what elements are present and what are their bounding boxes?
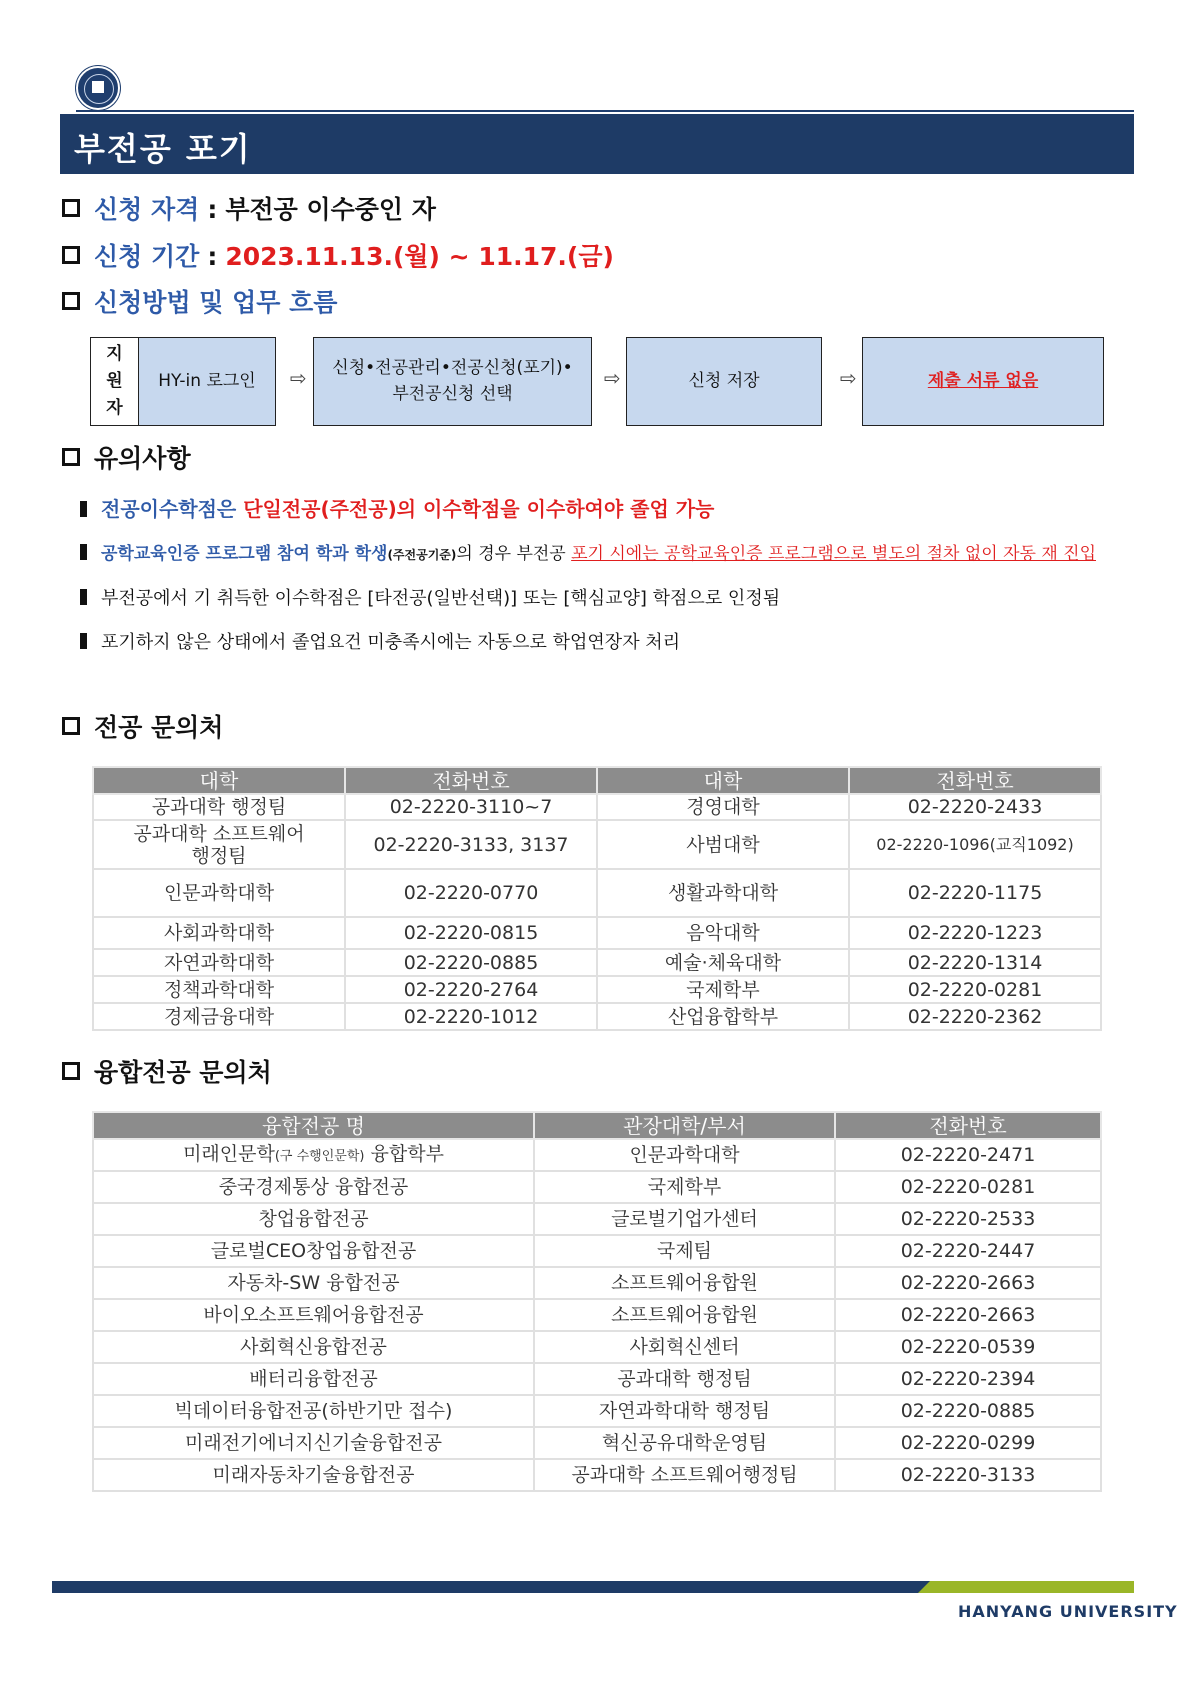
table-cell: 음악대학 (597, 917, 849, 949)
major-contacts-heading-text: 전공 문의처 (94, 713, 224, 742)
table-cell: 02-2220-2764 (345, 976, 597, 1003)
table-cell: 02-2220-1223 (849, 917, 1101, 949)
table-cell: 국제학부 (534, 1171, 835, 1203)
note-item (80, 628, 680, 654)
flow-arrow-icon: ⇨ (840, 366, 857, 390)
checkbox-bullet-icon (62, 717, 80, 735)
note-text-emphasis: 공학교육인증 프로그램 참여 학과 학생 (101, 544, 388, 564)
checkbox-bullet-icon (62, 199, 80, 217)
note-item (80, 493, 714, 522)
table-cell (93, 1139, 534, 1171)
table-cell: 인문과학대학 (534, 1139, 835, 1171)
table-cell: 국제팀 (534, 1235, 835, 1267)
table-row (93, 820, 1101, 869)
table-cell: 02-2220-1175 (849, 869, 1101, 917)
flow-step-save: 신청 저장 (626, 337, 822, 426)
column-header: 대학 (597, 767, 849, 794)
column-header: 전화번호 (849, 767, 1101, 794)
table-cell: 정책과학대학 (93, 976, 345, 1003)
cell-text-small: (구 수행인문학) (274, 1148, 365, 1164)
convergence-contacts-table (92, 1111, 1102, 1492)
table-cell: 공과대학 소프트웨어 행정팀 (93, 820, 345, 869)
flow-arrow-icon: ⇨ (604, 366, 621, 390)
university-seal-logo (76, 66, 120, 110)
bullet-bar-icon (80, 501, 87, 517)
flow-applicant-box (90, 337, 276, 426)
notes-heading (62, 439, 191, 475)
table-row (93, 1003, 1101, 1030)
flow-step-no-documents-text: 제출 서류 없음 (927, 371, 1039, 391)
cell-text: 미래인문학 (183, 1142, 275, 1165)
table-cell: 자연과학대학 (93, 949, 345, 976)
flow-step-no-documents (862, 337, 1104, 426)
table-cell: 소프트웨어융합원 (534, 1299, 835, 1331)
title-banner (60, 114, 1134, 174)
flow-arrow-icon: ⇨ (290, 366, 307, 390)
flow-step-select (313, 337, 592, 426)
note-text: 부전공에서 기 취득한 이수학점은 [타전공(일반선택)] 또는 [핵심교양] 학점으로 인정됨 (101, 588, 781, 609)
major-contacts-table (92, 766, 1102, 1031)
table-cell: 공과대학 행정팀 (534, 1363, 835, 1395)
period-line (62, 237, 614, 273)
convergence-contacts-heading-text: 융합전공 문의처 (94, 1058, 272, 1087)
table-cell: 02-2220-0281 (835, 1171, 1101, 1203)
table-cell: 02-2220-0770 (345, 869, 597, 917)
table-row (93, 1235, 1101, 1267)
table-header-row (93, 767, 1101, 794)
table-cell: 02-2220-0299 (835, 1427, 1101, 1459)
method-label: 신청방법 및 업무 흐름 (94, 288, 338, 317)
table-cell: 02-2220-3133 (835, 1459, 1101, 1491)
checkbox-bullet-icon (62, 448, 80, 466)
table-row (93, 1171, 1101, 1203)
page-title: 부전공 포기 (74, 130, 252, 168)
colon: : (207, 195, 218, 224)
table-cell: 인문과학대학 (93, 869, 345, 917)
table-cell: 02-2220-0281 (849, 976, 1101, 1003)
period-value: 2023.11.13.(월) ~ 11.17.(금) (225, 242, 614, 271)
table-cell: 창업융합전공 (93, 1203, 534, 1235)
note-text: 전공이수학점은 (101, 497, 244, 521)
table-cell: 자동차-SW 융합전공 (93, 1267, 534, 1299)
note-text-small: (주전공기준) (387, 548, 457, 562)
table-cell: 생활과학대학 (597, 869, 849, 917)
table-cell: 빅데이터융합전공(하반기만 접수) (93, 1395, 534, 1427)
table-cell: 02-2220-1012 (345, 1003, 597, 1030)
table-row (93, 976, 1101, 1003)
table-cell: 바이오소프트웨어융합전공 (93, 1299, 534, 1331)
table-row (93, 917, 1101, 949)
column-header: 전화번호 (345, 767, 597, 794)
table-cell: 사회혁신융합전공 (93, 1331, 534, 1363)
table-cell: 02-2220-2447 (835, 1235, 1101, 1267)
table-row (93, 869, 1101, 917)
table-cell: 02-2220-0539 (835, 1331, 1101, 1363)
table-row (93, 1427, 1101, 1459)
major-contacts-heading (62, 708, 223, 744)
header-divider (76, 110, 1134, 112)
period-label: 신청 기간 (94, 242, 200, 271)
table-cell: 02-2220-3133, 3137 (345, 820, 597, 869)
flow-step-select-line2: 부전공신청 선택 (392, 384, 513, 404)
table-cell: 중국경제통상 융합전공 (93, 1171, 534, 1203)
footer-navy-bar (52, 1581, 930, 1593)
note-text-emphasis: 단일전공(주전공)의 이수학점을 이수하여야 졸업 가능 (243, 497, 715, 521)
checkbox-bullet-icon (62, 246, 80, 264)
note-item (80, 539, 1096, 564)
footer-university-name: HANYANG UNIVERSITY (958, 1602, 1178, 1621)
qualification-value: 부전공 이수중인 자 (225, 195, 436, 224)
table-header-row (93, 1112, 1101, 1139)
table-row (93, 1203, 1101, 1235)
table-cell: 글로벌CEO창업융합전공 (93, 1235, 534, 1267)
table-row (93, 794, 1101, 820)
note-text: 포기하지 않은 상태에서 졸업요건 미충족시에는 자동으로 학업연장자 처리 (101, 632, 681, 653)
table-cell: 사범대학 (597, 820, 849, 869)
table-cell: 02-2220-0885 (835, 1395, 1101, 1427)
flow-role-char: 자 (106, 398, 123, 418)
column-header: 융합전공 명 (93, 1112, 534, 1139)
table-cell: 경영대학 (597, 794, 849, 820)
bullet-bar-icon (80, 544, 87, 560)
table-cell: 02-2220-2533 (835, 1203, 1101, 1235)
table-cell: 혁신공유대학운영팀 (534, 1427, 835, 1459)
table-row (93, 1395, 1101, 1427)
flow-role-char: 원 (106, 371, 123, 391)
table-cell: 산업융합학부 (597, 1003, 849, 1030)
note-text: 의 경우 부전공 (456, 544, 572, 564)
flow-step-select-line1: 신청•전공관리•전공신청(포기)• (332, 358, 573, 378)
table-cell: 공과대학 소프트웨어행정팀 (534, 1459, 835, 1491)
flow-role (91, 338, 139, 425)
cell-text: 융합학부 (364, 1142, 444, 1165)
table-cell: 사회과학대학 (93, 917, 345, 949)
colon: : (207, 242, 218, 271)
table-row (93, 1139, 1101, 1171)
table-cell: 배터리융합전공 (93, 1363, 534, 1395)
notes-heading-text: 유의사항 (94, 444, 191, 473)
table-row (93, 1331, 1101, 1363)
flow-step-login: HY-in 로그인 (139, 338, 275, 425)
table-cell: 02-2220-0885 (345, 949, 597, 976)
checkbox-bullet-icon (62, 1062, 80, 1080)
column-header: 전화번호 (835, 1112, 1101, 1139)
table-cell: 02-2220-0815 (345, 917, 597, 949)
table-cell: 02-2220-2433 (849, 794, 1101, 820)
footer-green-bar (930, 1581, 1134, 1593)
note-text-underlined: 포기 시에는 공학교육인증 프로그램으로 별도의 절차 없이 자동 재 진입 (571, 544, 1096, 564)
table-row (93, 949, 1101, 976)
qualification-label: 신청 자격 (94, 195, 200, 224)
table-cell: 소프트웨어융합원 (534, 1267, 835, 1299)
column-header: 대학 (93, 767, 345, 794)
table-cell: 글로벌기업가센터 (534, 1203, 835, 1235)
table-cell: 사회혁신센터 (534, 1331, 835, 1363)
table-cell: 02-2220-2663 (835, 1267, 1101, 1299)
column-header: 관장대학/부서 (534, 1112, 835, 1139)
bullet-bar-icon (80, 589, 87, 605)
method-heading (62, 283, 337, 319)
table-row (93, 1299, 1101, 1331)
convergence-contacts-heading (62, 1053, 272, 1089)
table-row (93, 1459, 1101, 1491)
checkbox-bullet-icon (62, 292, 80, 310)
bullet-bar-icon (80, 633, 87, 649)
table-cell: 02-2220-1314 (849, 949, 1101, 976)
table-cell: 02-2220-1096(교직1092) (849, 820, 1101, 869)
table-row (93, 1363, 1101, 1395)
table-cell: 경제금융대학 (93, 1003, 345, 1030)
table-cell: 자연과학대학 행정팀 (534, 1395, 835, 1427)
table-cell: 국제학부 (597, 976, 849, 1003)
table-cell: 02-2220-2471 (835, 1139, 1101, 1171)
table-cell: 예술·체육대학 (597, 949, 849, 976)
qualification-line (62, 190, 436, 226)
table-cell: 미래자동차기술융합전공 (93, 1459, 534, 1491)
table-cell: 02-2220-3110~7 (345, 794, 597, 820)
table-cell: 02-2220-2394 (835, 1363, 1101, 1395)
table-row (93, 1267, 1101, 1299)
note-item (80, 584, 780, 610)
table-cell: 공과대학 행정팀 (93, 794, 345, 820)
table-cell: 02-2220-2663 (835, 1299, 1101, 1331)
table-cell: 02-2220-2362 (849, 1003, 1101, 1030)
flow-role-char: 지 (106, 344, 123, 364)
table-cell: 미래전기에너지신기술융합전공 (93, 1427, 534, 1459)
